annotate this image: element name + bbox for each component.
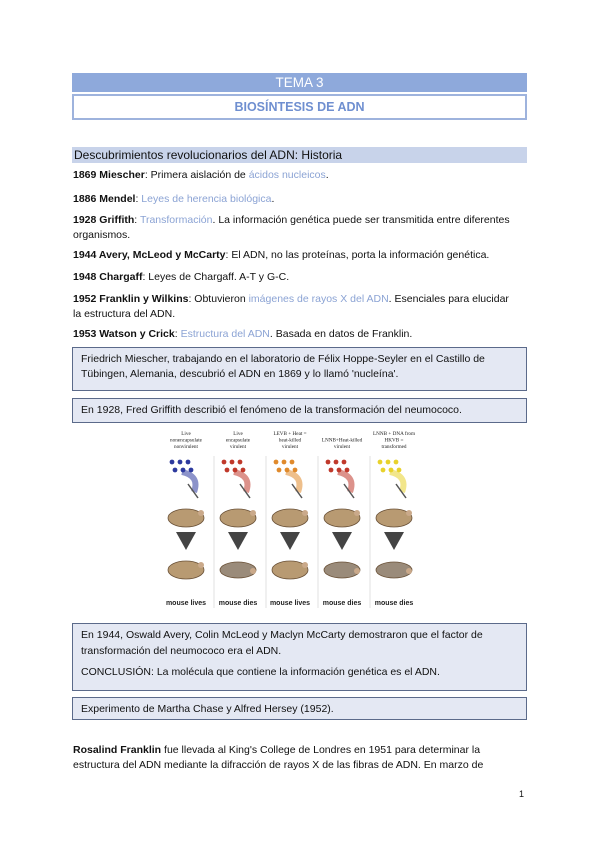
section-heading: Descubrimientos revolucionarios del ADN: Historia bbox=[72, 147, 527, 163]
topic-subtitle: BIOSÍNTESIS DE ADN bbox=[72, 94, 527, 120]
bacteria-dot bbox=[326, 460, 331, 465]
bacteria-dot bbox=[238, 460, 243, 465]
mouse-ear bbox=[250, 568, 256, 574]
bacteria-dot bbox=[170, 460, 175, 465]
bacteria-dot bbox=[282, 460, 287, 465]
result-label: mouse dies bbox=[218, 600, 258, 607]
bacteria-dot bbox=[334, 460, 339, 465]
column-label: virulent bbox=[281, 444, 299, 450]
mouse-ear bbox=[302, 562, 308, 568]
result-label: mouse dies bbox=[322, 600, 362, 607]
bacteria-dot bbox=[277, 468, 282, 473]
column-label: LNNB + DNA from bbox=[373, 431, 415, 437]
bacteria-dot bbox=[394, 460, 399, 465]
result-label: mouse lives bbox=[269, 600, 311, 607]
mouse-ear bbox=[406, 510, 412, 516]
mouse-ear bbox=[406, 568, 412, 574]
injection-swirl bbox=[234, 472, 248, 492]
timeline-entry: 1886 Mendel: Leyes de herencia biológica. bbox=[73, 193, 275, 205]
column-label: Live bbox=[233, 431, 243, 437]
result-label: mouse lives bbox=[165, 600, 207, 607]
timeline-entry: 1869 Miescher: Primera aislación de ácidos nucleicos. bbox=[73, 169, 329, 181]
bacteria-dot bbox=[381, 468, 386, 473]
timeline-entry: 1928 Griffith: Transformación. La información genética puede ser transmitida entre diferentes organismos. bbox=[73, 214, 510, 241]
bacteria-dot bbox=[178, 460, 183, 465]
link-leyes-herencia[interactable]: Leyes de herencia biológica bbox=[141, 193, 272, 205]
griffith-box bbox=[72, 398, 527, 423]
bacteria-dot bbox=[274, 460, 279, 465]
chase-box bbox=[72, 697, 527, 720]
bacteria-dot bbox=[378, 460, 383, 465]
link-rayos-x[interactable]: imágenes de rayos X del ADN bbox=[248, 293, 389, 305]
bacteria-dot bbox=[329, 468, 334, 473]
bacteria-dot bbox=[186, 460, 191, 465]
injection-swirl bbox=[390, 472, 404, 492]
miescher-box bbox=[72, 347, 527, 391]
column-label: nonencapsulate bbox=[170, 437, 202, 444]
down-arrow-icon bbox=[228, 532, 248, 550]
mouse-ear bbox=[302, 510, 308, 516]
miescher-text: Friedrich Miescher, trabajando en el laboratorio de Félix Hoppe-Seyler en el Castillo de Tübingen, Alemania, descubrió el ADN en 1869 y lo llamó 'nucleína'. bbox=[81, 353, 485, 380]
injection-swirl bbox=[338, 472, 352, 492]
injection-swirl bbox=[182, 472, 196, 492]
topic-title: TEMA 3 bbox=[72, 73, 527, 92]
column-label: heat-killed bbox=[278, 437, 302, 444]
link-estructura-adn[interactable]: Estructura del ADN bbox=[180, 328, 270, 340]
avery-box bbox=[72, 623, 527, 691]
down-arrow-icon bbox=[280, 532, 300, 550]
franklin-paragraph bbox=[73, 743, 513, 772]
bacteria-dot bbox=[386, 460, 391, 465]
chase-text: Experimento de Martha Chase y Alfred Hersey (1952). bbox=[81, 703, 334, 715]
franklin-text: fue llevada al King's College de Londres en 1951 para determinar la estructura del ADN mediante la difracción de rayos X de las fibras de ADN. En marzo de bbox=[73, 744, 484, 771]
mouse-ear bbox=[354, 568, 360, 574]
avery-text: En 1944, Oswald Avery, Colin McLeod y Maclyn McCarty demostraron que el factor de transformación del neumococo era el ADN. bbox=[81, 629, 483, 657]
bacteria-dot bbox=[225, 468, 230, 473]
down-arrow-icon bbox=[384, 532, 404, 550]
column-label: virulent bbox=[229, 444, 247, 450]
bacteria-dot bbox=[290, 460, 295, 465]
column-label: LNNB+Heat-killed bbox=[321, 437, 363, 444]
column-label: nonvirulent bbox=[174, 444, 198, 450]
injection-swirl bbox=[286, 472, 300, 492]
timeline-entry: 1953 Watson y Crick: Estructura del ADN. Basada en datos de Franklin. bbox=[73, 328, 413, 340]
griffith-experiment-figure bbox=[150, 428, 450, 612]
bacteria-dot bbox=[230, 460, 235, 465]
mouse-ear bbox=[198, 510, 204, 516]
mouse-ear bbox=[354, 510, 360, 516]
bacteria-dot bbox=[342, 460, 347, 465]
timeline-entry: 1948 Chargaff: Leyes de Chargaff. A-T y G-C. bbox=[73, 271, 290, 283]
page-number: 1 bbox=[518, 789, 524, 799]
griffith-text: En 1928, Fred Griffith describió el fenómeno de la transformación del neumococo. bbox=[81, 404, 462, 416]
down-arrow-icon bbox=[332, 532, 352, 550]
column-label: encapsulate bbox=[225, 437, 251, 444]
timeline-entry: 1944 Avery, McLeod y McCarty: El ADN, no las proteínas, porta la información genética. bbox=[73, 249, 490, 261]
franklin-name: Rosalind Franklin bbox=[73, 744, 162, 756]
timeline-entry: 1952 Franklin y Wilkins: Obtuvieron imágenes de rayos X del ADN. Esenciales para elucidar la estructura del ADN. bbox=[73, 293, 509, 320]
conclusion-text: CONCLUSIÓN: La molécula que contiene la información genética es el ADN. bbox=[81, 666, 440, 678]
link-transformacion[interactable]: Transformación bbox=[139, 214, 213, 226]
mouse-ear bbox=[198, 562, 204, 568]
bacteria-dot bbox=[173, 468, 178, 473]
column-label: LEVB + Heat = bbox=[273, 431, 307, 437]
column-label: transformed bbox=[381, 444, 407, 450]
column-label: HKVB = bbox=[384, 437, 404, 444]
result-label: mouse dies bbox=[374, 600, 414, 607]
mouse-ear bbox=[250, 510, 256, 516]
column-label: virulent bbox=[333, 444, 351, 450]
bacteria-dot bbox=[222, 460, 227, 465]
column-label: Live bbox=[181, 431, 191, 437]
link-acidos-nucleicos[interactable]: ácidos nucleicos bbox=[248, 169, 326, 181]
down-arrow-icon bbox=[176, 532, 196, 550]
